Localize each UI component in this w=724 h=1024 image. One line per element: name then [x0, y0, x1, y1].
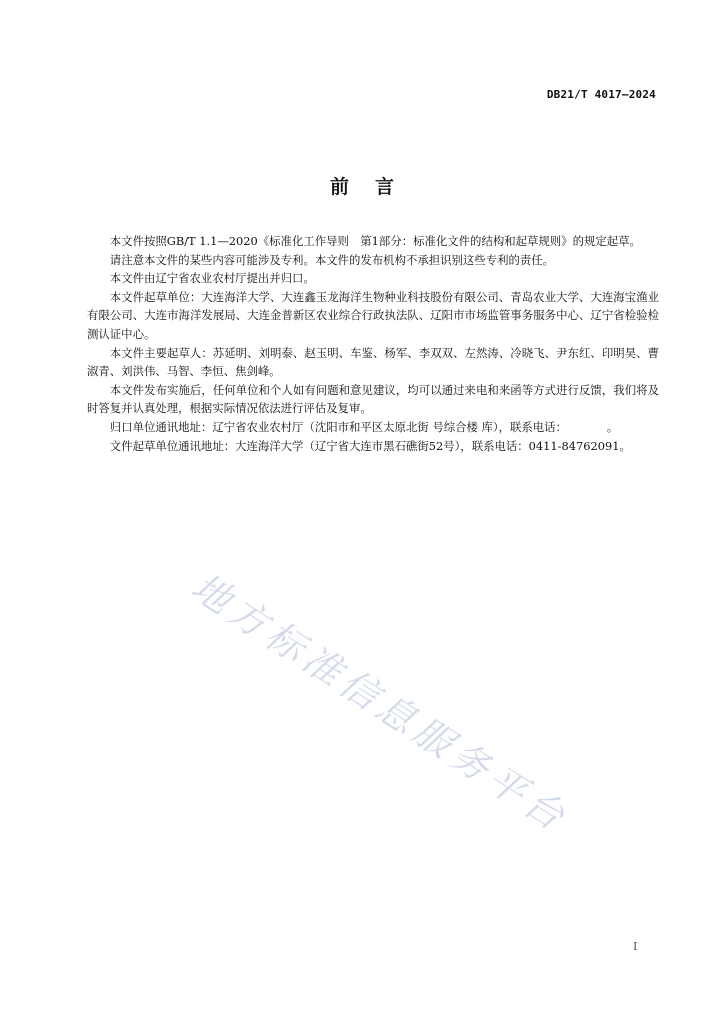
- watermark: 地方标准信息服务平台: [183, 564, 577, 842]
- paragraph-drafting-rules: 本文件按照GB/T 1.1—2020《标准化工作导则 第1部分：标准化文件的结构和起草规则》的规定起草。: [109, 234, 641, 248]
- paragraph-drafter-address: 文件起草单位通讯地址：大连海洋大学（辽宁省大连市黑石礁街52号），联系电话：0411-84762091。: [109, 438, 631, 453]
- paragraph-patent-notice: 请注意本文件的某些内容可能涉及专利。本文件的发布机构不承担识别这些专利的责任。: [109, 252, 555, 267]
- paragraph-proposer: 本文件由辽宁省农业农村厅提出并归口。: [109, 271, 315, 286]
- paragraph-feedback: 本文件发布实施后，任何单位和个人如有问题和意见建议，均可以通过来电和来函等方式进行反馈，我们将及时答复并认真处理，根据实际情况依法进行评估及复审。: [87, 382, 659, 416]
- document-code: DB21/T 4017—2024: [546, 88, 656, 101]
- paragraph-drafting-units: 本文件起草单位：大连海洋大学、大连鑫玉龙海洋生物种业科技股份有限公司、青岛农业大学、大连海宝渔业有限公司、大连市海洋发展局、大连金普新区农业综合行政执法队、辽阳市市场监管事务服务中心、辽宁省检验检测认证中心。: [87, 289, 659, 341]
- paragraph-management-address: 归口单位通讯地址：辽宁省农业农村厅（沈阳市和平区太原北街 号综合楼 库），联系电话： 。: [109, 419, 619, 434]
- paragraph-drafters: 本文件主要起草人：苏延明、刘明泰、赵玉明、车鉴、杨军、李双双、左然涛、冷晓飞、尹东红、印明昊、曹淑青、刘洪伟、马智、李恒、焦剑峰。: [87, 345, 659, 379]
- foreword-body: [87, 232, 659, 455]
- page-title: 前言: [329, 176, 420, 198]
- page-number: I: [633, 940, 638, 953]
